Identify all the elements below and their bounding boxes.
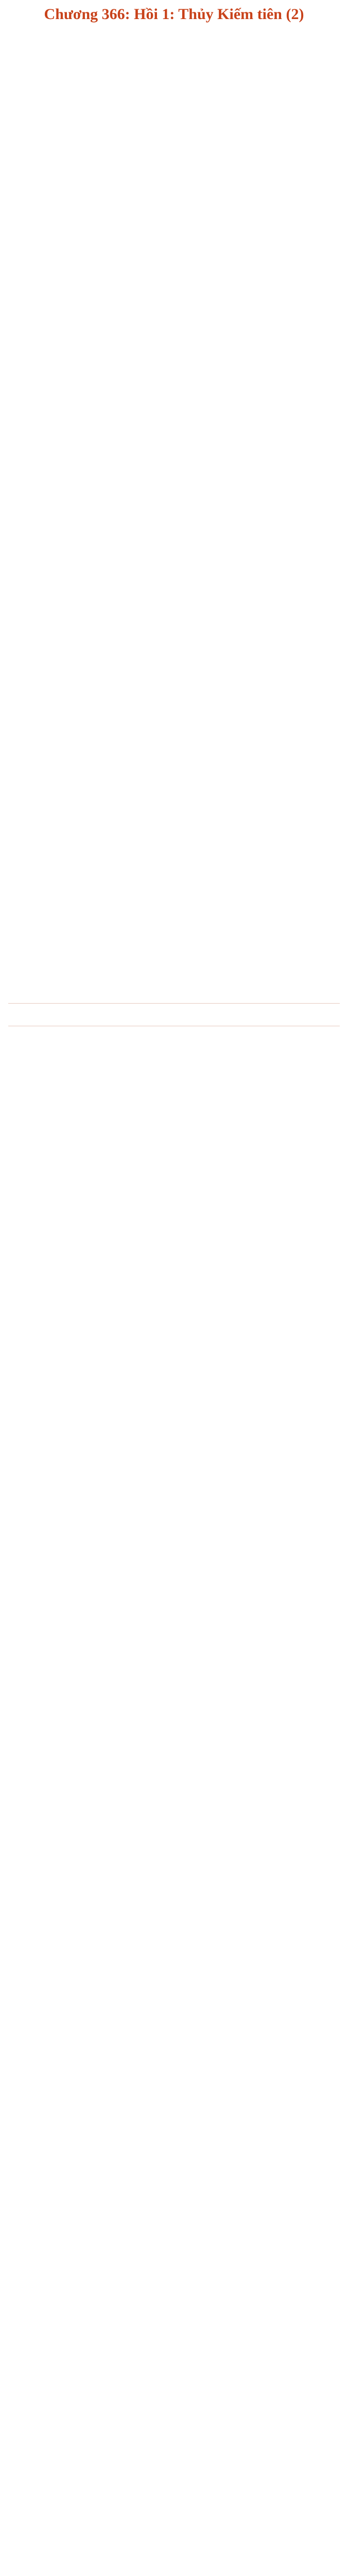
story-paragraph	[8, 2008, 340, 2059]
story-paragraph	[8, 1836, 340, 1887]
chapter-title: Chương 366: Hồi 1: Thủy Kiếm tiên (2)	[44, 6, 304, 23]
story-paragraph	[8, 1779, 340, 1830]
story-paragraph	[8, 2122, 340, 2173]
story-paragraph	[8, 1036, 340, 1087]
source-attribution	[8, 1003, 340, 1026]
story-paragraph	[8, 2294, 340, 2345]
story-paragraph	[8, 2236, 340, 2287]
story-paragraph	[8, 546, 340, 597]
story-paragraph	[8, 2065, 340, 2116]
story-paragraph	[8, 1722, 340, 1773]
story-paragraph	[8, 1093, 340, 1144]
story-paragraph	[8, 374, 340, 425]
story-paragraph	[8, 717, 340, 768]
story-paragraph	[8, 1379, 340, 1430]
chapter-body	[8, 31, 340, 2576]
story-paragraph	[8, 1436, 340, 1487]
story-paragraph	[8, 1264, 340, 1315]
story-paragraph	[8, 603, 340, 654]
story-paragraph	[8, 2351, 340, 2402]
story-paragraph	[8, 1951, 340, 2002]
story-paragraph	[8, 1665, 340, 1716]
story-paragraph	[8, 317, 340, 368]
story-paragraph	[8, 2465, 340, 2516]
story-paragraph	[8, 774, 340, 825]
story-paragraph	[8, 2522, 340, 2573]
story-paragraph	[8, 1321, 340, 1372]
story-paragraph	[8, 1893, 340, 1944]
story-paragraph	[8, 660, 340, 711]
story-paragraph	[8, 1207, 340, 1258]
story-paragraph	[8, 1550, 340, 1601]
story-paragraph	[8, 31, 340, 82]
story-paragraph	[8, 1607, 340, 1658]
story-paragraph	[8, 202, 340, 253]
story-paragraph	[8, 1493, 340, 1544]
story-paragraph	[8, 1150, 340, 1201]
story-paragraph	[8, 488, 340, 539]
story-paragraph	[8, 260, 340, 311]
story-paragraph	[8, 88, 340, 139]
story-paragraph	[8, 2408, 340, 2459]
story-paragraph	[8, 2179, 340, 2230]
story-paragraph	[8, 431, 340, 482]
story-paragraph	[8, 889, 340, 940]
story-paragraph	[8, 946, 340, 997]
story-paragraph	[8, 145, 340, 196]
story-paragraph	[8, 832, 340, 883]
